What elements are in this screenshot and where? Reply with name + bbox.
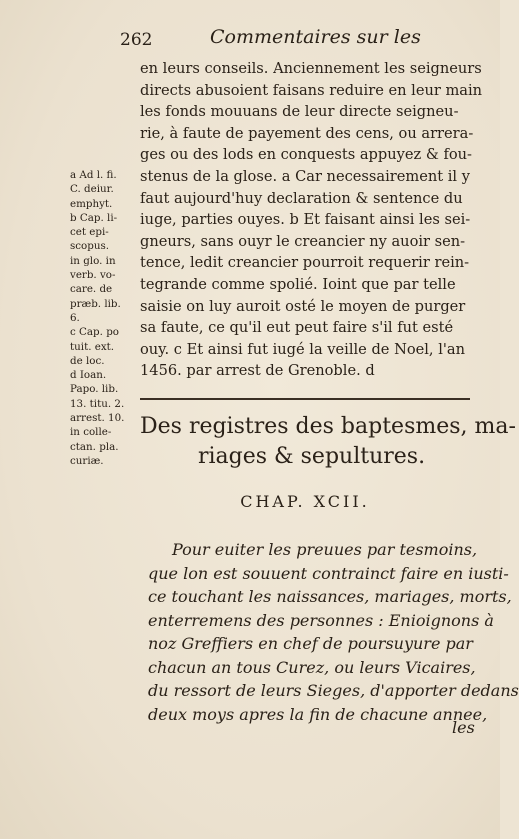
margin-note: arrest. 10. <box>70 412 125 425</box>
margin-note: tuit. ext. <box>70 340 115 353</box>
margin-note: c Cap. po <box>70 326 119 339</box>
body-line: 1456. par arrest de Grenoble. d <box>140 362 375 380</box>
body-line: iuge, parties ouyes. b Et faisant ainsi les sei- <box>140 211 471 229</box>
margin-note: in glo. in <box>70 254 116 267</box>
body-line: en leurs conseils. Anciennement les seigneurs <box>140 60 482 77</box>
body-line: tegrande comme spolié. Ioint que par telle <box>140 275 456 293</box>
summary-line: chacun an tous Curez, ou leurs Vicaires, <box>148 657 476 677</box>
margin-note: a Ad l. fi. <box>70 169 117 181</box>
summary-line: Pour euiter les preuues par tesmoins, <box>172 540 478 559</box>
summary-line: du ressort de leurs Sieges, d'apporter dedans <box>148 681 519 700</box>
margin-note: b Cap. li- <box>70 211 118 224</box>
margin-note: care. de <box>70 283 113 296</box>
margin-note: curiæ. <box>70 454 104 467</box>
margin-note: emphyt. <box>70 197 113 210</box>
body-line: faut aujourd'huy declaration & sentence du <box>140 189 463 207</box>
body-line: saisie on luy auroit osté le moyen de purger <box>140 297 466 315</box>
summary-line: ce touchant les naissances, mariages, morts, <box>148 587 512 606</box>
page-number: 262 <box>120 30 153 50</box>
summary-line: noz Greffiers en chef de poursuyure par <box>148 634 473 653</box>
margin-note: ctan. pla. <box>70 440 119 453</box>
margin-note: de loc. <box>70 354 105 367</box>
summary-line: enterremens des personnes : Enioignons à <box>148 610 494 630</box>
section-divider <box>140 398 470 400</box>
body-line: les fonds mouuans de leur directe seigneu- <box>140 103 459 121</box>
margin-note: præb. lib. <box>70 297 121 310</box>
margin-note: cet epi- <box>70 226 109 239</box>
margin-note: 13. titu. 2. <box>70 397 125 410</box>
running-title: Commentaires sur les <box>210 26 421 48</box>
chapter-summary <box>148 538 519 726</box>
margin-note: 6. <box>70 311 80 324</box>
body-line: rie, à faute de payement des cens, ou arrera- <box>140 124 474 142</box>
margin-note: d Ioan. <box>70 369 107 382</box>
margin-note: in colle- <box>70 426 112 439</box>
summary-line: que lon est souuent contrainct faire en iusti- <box>148 563 509 583</box>
body-line: gneurs, sans ouyr le creancier ny auoir sen- <box>140 232 466 250</box>
margin-note: Papo. lib. <box>70 383 119 396</box>
body-line: tence, ledit creancier pourroit requerir rein- <box>140 254 470 272</box>
section-title-line: Des registres des baptesmes, ma- <box>140 414 516 439</box>
catchword: les <box>452 718 475 737</box>
body-line: directs abusoient faisans reduire en leur main <box>140 81 483 99</box>
page-header <box>120 24 480 54</box>
section-title <box>140 412 516 472</box>
margin-note: verb. vo- <box>70 269 116 282</box>
margin-notes <box>70 168 142 468</box>
body-line: ouy. c Et ainsi fut iugé la veille de Noel, l'an <box>140 340 465 358</box>
margin-note: scopus. <box>70 240 110 253</box>
body-line: sa faute, ce qu'il eut peut faire s'il fut esté <box>140 319 454 337</box>
section-title-line: riages & sepultures. <box>198 444 426 469</box>
summary-line: deux moys apres la fin de chacune annee, <box>148 704 488 724</box>
body-text <box>140 58 483 382</box>
margin-note: C. deiur. <box>70 183 114 196</box>
body-line: ges ou des lods en conquests appuyez & fou- <box>140 146 472 164</box>
chapter-heading: CHAP. XCII. <box>240 492 370 511</box>
body-line: stenus de la glose. a Car necessairement il y <box>140 167 470 185</box>
